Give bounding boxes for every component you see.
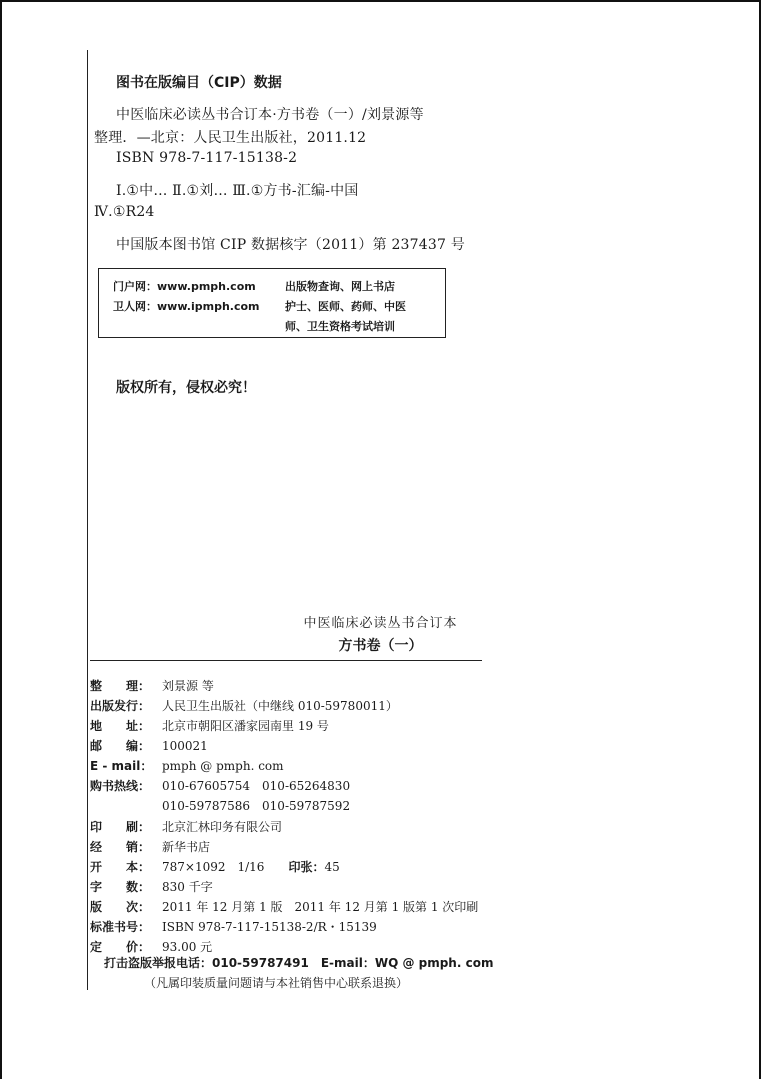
colophon-row: 邮 编： 100021 xyxy=(90,739,208,753)
volume-title: 方书卷（一） xyxy=(338,638,423,654)
weiren-description-cont: 师、卫生资格考试培训 xyxy=(285,320,395,333)
colophon-row: 版 次： 2011 年 12 月第 1 版 2011 年 12 月第 1 版第 1 次印刷 xyxy=(90,900,479,914)
cip-title-line: 中医临床必读丛书合订本·方书卷（一）/刘景源等 xyxy=(116,107,424,123)
quality-note: （凡属印装质量问题请与本社销售中心联系退换） xyxy=(144,976,409,990)
series-title: 中医临床必读丛书合订本 xyxy=(303,616,458,631)
colophon-row: 出版发行： 人民卫生出版社（中继线 010-59780011） xyxy=(90,699,398,713)
colophon-row: 定 价： 93.00 元 xyxy=(90,940,213,954)
website-info-box xyxy=(98,268,446,338)
colophon-row: 开 本： 787×1092 1/16 印张：45 xyxy=(90,860,340,874)
divider-line xyxy=(90,660,482,661)
margin-rule xyxy=(87,50,88,990)
cip-classification: Ⅰ.①中… Ⅱ.①刘… Ⅲ.①方书-汇编-中国 xyxy=(116,183,359,199)
weiren-site: 卫人网：www.ipmph.com xyxy=(113,300,260,313)
colophon-row: 地 址： 北京市朝阳区潘家园南里 19 号 xyxy=(90,719,329,733)
colophon-row: 整 理： 刘景源 等 xyxy=(90,679,214,693)
colophon-row: 经 销： 新华书店 xyxy=(90,840,211,854)
colophon-row: 010-59787586 010-59787592 xyxy=(162,799,351,813)
page-border-top xyxy=(0,0,761,2)
cip-publisher-line: 整理．—北京：人民卫生出版社，2011.12 xyxy=(94,130,367,146)
colophon-row: E - mail： pmph @ pmph. com xyxy=(90,759,284,773)
colophon-row: 标准书号： ISBN 978-7-117-15138-2/R・15139 xyxy=(90,920,377,934)
colophon-row: 印 刷： 北京汇林印务有限公司 xyxy=(90,820,283,834)
cip-classification-cont: Ⅳ.①R24 xyxy=(94,204,155,220)
cip-heading: 图书在版编目（CIP）数据 xyxy=(116,75,282,91)
weiren-description: 护士、医师、药师、中医 xyxy=(285,300,406,313)
colophon-row: 购书热线： 010-67605754 010-65264830 xyxy=(90,779,351,793)
piracy-hotline: 打击盗版举报电话：010-59787491 E-mail：WQ @ pmph. com xyxy=(104,956,494,970)
colophon-row: 字 数： 830 千字 xyxy=(90,880,213,894)
page-border-left xyxy=(0,0,2,1079)
cip-verification: 中国版本图书馆 CIP 数据核字（2011）第 237437 号 xyxy=(116,237,465,253)
portal-description: 出版物查询、网上书店 xyxy=(285,280,395,293)
portal-site: 门户网：www.pmph.com xyxy=(113,280,256,293)
copyright-notice: 版权所有，侵权必究！ xyxy=(116,380,256,396)
cip-isbn: ISBN 978-7-117-15138-2 xyxy=(116,150,298,166)
